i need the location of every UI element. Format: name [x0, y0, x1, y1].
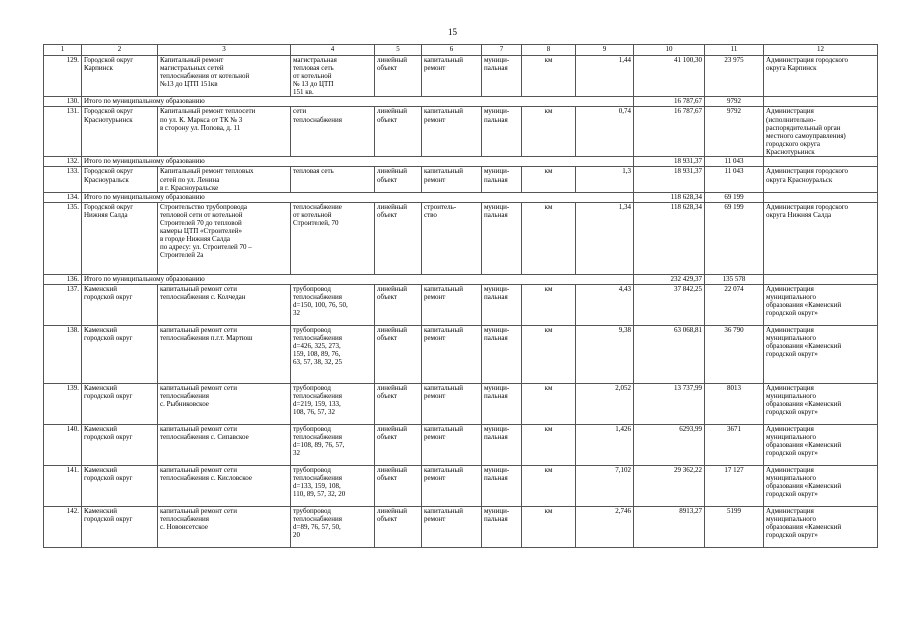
customer-cell: Администрация муниципального образования «Каменский городской округ» [764, 325, 878, 383]
table-row [44, 202, 878, 274]
total-row [44, 192, 878, 202]
column-number: 9 [576, 45, 634, 56]
object-kind-cell: линейный объект [375, 107, 422, 157]
total-cost-share-cell: 135 578 [705, 274, 764, 284]
object-cell: трубопровод теплоснабжения d=89, 76, 57, 50, 20 [291, 506, 375, 547]
customer-cell: Администрация муниципального образования «Каменский городской округ» [764, 424, 878, 465]
column-number: 1 [44, 45, 82, 56]
object-cell: трубопровод теплоснабжения d=108, 89, 76, 57, 32 [291, 424, 375, 465]
activity-cell: капитальный ремонт [422, 107, 482, 157]
table-row [44, 424, 878, 465]
cost-cell: 8913,27 [634, 506, 705, 547]
activity-cell: капитальный ремонт [422, 506, 482, 547]
municipality-cell: Каменский городской округ [82, 325, 158, 383]
work-description-cell: капитальный ремонт сети теплоснабжения с. Рыбниковское [158, 383, 291, 424]
column-number: 7 [482, 45, 522, 56]
cost-cell: 6293,99 [634, 424, 705, 465]
cost-share-cell: 5199 [705, 506, 764, 547]
table-row [44, 325, 878, 383]
table-row [44, 56, 878, 97]
quantity-cell: 4,43 [576, 284, 634, 325]
customer-cell: Администрация (исполнительно- распорядительный орган местного самоуправления) городского округа Краснотурьинск [764, 107, 878, 157]
empty-cell [764, 157, 878, 167]
customer-cell: Администрация городского округа Нижняя Салда [764, 202, 878, 274]
unit-cell: км [522, 424, 576, 465]
unit-cell: км [522, 465, 576, 506]
quantity-cell: 1,34 [576, 202, 634, 274]
unit-cell: км [522, 107, 576, 157]
activity-cell: капитальный ремонт [422, 424, 482, 465]
object-cell: трубопровод теплоснабжения d=150, 100, 76, 50, 32 [291, 284, 375, 325]
total-cost-share-cell: 9792 [705, 97, 764, 107]
customer-cell: Администрация муниципального образования «Каменский городской округ» [764, 506, 878, 547]
object-kind-cell: линейный объект [375, 325, 422, 383]
row-number: 136. [44, 274, 82, 284]
customer-cell: Администрация городского округа Карпинск [764, 56, 878, 97]
activity-cell: капитальный ремонт [422, 465, 482, 506]
cost-share-cell: 69 199 [705, 202, 764, 274]
object-kind-cell: линейный объект [375, 56, 422, 97]
row-number: 129. [44, 56, 82, 97]
activity-cell: капитальный ремонт [422, 325, 482, 383]
municipality-cell: Каменский городской округ [82, 506, 158, 547]
ownership-cell: муници- пальная [482, 424, 522, 465]
object-kind-cell: линейный объект [375, 284, 422, 325]
unit-cell: км [522, 284, 576, 325]
ownership-cell: муници- пальная [482, 202, 522, 274]
cost-share-cell: 8013 [705, 383, 764, 424]
cost-cell: 13 737,99 [634, 383, 705, 424]
row-number: 138. [44, 325, 82, 383]
column-number: 8 [522, 45, 576, 56]
row-number: 141. [44, 465, 82, 506]
quantity-cell: 2,746 [576, 506, 634, 547]
row-number: 134. [44, 192, 82, 202]
projects-table [43, 44, 878, 548]
quantity-cell: 1,3 [576, 167, 634, 192]
object-kind-cell: линейный объект [375, 424, 422, 465]
object-cell: трубопровод теплоснабжения d=219, 159, 133, 108, 76, 57, 32 [291, 383, 375, 424]
cost-cell: 63 068,81 [634, 325, 705, 383]
object-kind-cell: линейный объект [375, 167, 422, 192]
total-row [44, 157, 878, 167]
column-number: 11 [705, 45, 764, 56]
unit-cell: км [522, 167, 576, 192]
ownership-cell: муници- пальная [482, 325, 522, 383]
unit-cell: км [522, 202, 576, 274]
activity-cell: строитель- ство [422, 202, 482, 274]
total-label: Итого по муниципальному образованию [82, 157, 634, 167]
cost-share-cell: 3671 [705, 424, 764, 465]
cost-cell: 37 842,25 [634, 284, 705, 325]
table-row [44, 284, 878, 325]
total-cost-share-cell: 69 199 [705, 192, 764, 202]
ownership-cell: муници- пальная [482, 56, 522, 97]
municipality-cell: Городской округ Краснотурьинск [82, 107, 158, 157]
table-row [44, 167, 878, 192]
ownership-cell: муници- пальная [482, 284, 522, 325]
quantity-cell: 1,44 [576, 56, 634, 97]
total-label: Итого по муниципальному образованию [82, 97, 634, 107]
column-number: 10 [634, 45, 705, 56]
column-number: 2 [82, 45, 158, 56]
total-row [44, 97, 878, 107]
work-description-cell: капитальный ремонт сети теплоснабжения с. Сипавское [158, 424, 291, 465]
column-number-row [44, 45, 878, 56]
total-label: Итого по муниципальному образованию [82, 274, 634, 284]
work-description-cell: Капитальный ремонт магистральных сетей теплоснабжения от котельной №13 до ЦТП 151кв [158, 56, 291, 97]
municipality-cell: Каменский городской округ [82, 424, 158, 465]
customer-cell: Администрация муниципального образования «Каменский городской округ» [764, 383, 878, 424]
row-number: 137. [44, 284, 82, 325]
work-description-cell: Капитальный ремонт тепловых сетей по ул. Ленина в г. Красноуральске [158, 167, 291, 192]
row-number: 142. [44, 506, 82, 547]
total-cost-share-cell: 11 043 [705, 157, 764, 167]
row-number: 140. [44, 424, 82, 465]
empty-cell [764, 274, 878, 284]
cost-cell: 18 931,37 [634, 167, 705, 192]
cost-cell: 16 787,67 [634, 107, 705, 157]
cost-share-cell: 22 074 [705, 284, 764, 325]
total-cost-cell: 18 931,37 [634, 157, 705, 167]
municipality-cell: Городской округ Красноуральск [82, 167, 158, 192]
work-description-cell: капитальный ремонт сети теплоснабжения с. Кисловское [158, 465, 291, 506]
object-cell: теплоснабжение от котельной Строителей, 70 [291, 202, 375, 274]
cost-cell: 118 628,34 [634, 202, 705, 274]
column-number: 5 [375, 45, 422, 56]
column-number: 12 [764, 45, 878, 56]
row-number: 132. [44, 157, 82, 167]
empty-cell [764, 192, 878, 202]
cost-share-cell: 9792 [705, 107, 764, 157]
cost-share-cell: 11 043 [705, 167, 764, 192]
work-description-cell: Строительство трубопровода тепловой сети от котельной Строителей 70 до тепловой камеры ЦТП «Строителей» в городе Нижняя Салда по адресу: ул. Строителей 70 – Строителей 2а [158, 202, 291, 274]
row-number: 131. [44, 107, 82, 157]
row-number: 135. [44, 202, 82, 274]
object-cell: магистральная тепловая сеть от котельной № 13 до ЦТП 151 кв. [291, 56, 375, 97]
municipality-cell: Городской округ Нижняя Салда [82, 202, 158, 274]
unit-cell: км [522, 383, 576, 424]
cost-share-cell: 23 975 [705, 56, 764, 97]
unit-cell: км [522, 56, 576, 97]
quantity-cell: 7,102 [576, 465, 634, 506]
empty-cell [764, 97, 878, 107]
unit-cell: км [522, 506, 576, 547]
work-description-cell: капитальный ремонт сети теплоснабжения п.г.т. Мартюш [158, 325, 291, 383]
object-kind-cell: линейный объект [375, 465, 422, 506]
row-number: 133. [44, 167, 82, 192]
table-row [44, 107, 878, 157]
table-row [44, 506, 878, 547]
object-cell: трубопровод теплоснабжения d=426, 325, 273, 159, 108, 89, 76, 63, 57, 38, 32, 25 [291, 325, 375, 383]
object-cell: трубопровод теплоснабжения d=133, 159, 108, 110, 89, 57, 32, 20 [291, 465, 375, 506]
work-description-cell: Капитальный ремонт теплосети по ул. К. Маркса от ТК № 3 в сторону ул. Попова, д. 11 [158, 107, 291, 157]
total-cost-cell: 118 628,34 [634, 192, 705, 202]
work-description-cell: капитальный ремонт сети теплоснабжения с. Новоисетское [158, 506, 291, 547]
ownership-cell: муници- пальная [482, 383, 522, 424]
quantity-cell: 0,74 [576, 107, 634, 157]
unit-cell: км [522, 325, 576, 383]
ownership-cell: муници- пальная [482, 465, 522, 506]
cost-share-cell: 17 127 [705, 465, 764, 506]
column-number: 3 [158, 45, 291, 56]
activity-cell: капитальный ремонт [422, 56, 482, 97]
customer-cell: Администрация муниципального образования «Каменский городской округ» [764, 284, 878, 325]
customer-cell: Администрация городского округа Красноуральск [764, 167, 878, 192]
row-number: 130. [44, 97, 82, 107]
cost-share-cell: 36 790 [705, 325, 764, 383]
total-label: Итого по муниципальному образованию [82, 192, 634, 202]
object-kind-cell: линейный объект [375, 202, 422, 274]
ownership-cell: муници- пальная [482, 107, 522, 157]
customer-cell: Администрация муниципального образования «Каменский городской округ» [764, 465, 878, 506]
ownership-cell: муници- пальная [482, 506, 522, 547]
quantity-cell: 9,38 [576, 325, 634, 383]
municipality-cell: Каменский городской округ [82, 465, 158, 506]
column-number: 4 [291, 45, 375, 56]
object-cell: тепловая сеть [291, 167, 375, 192]
quantity-cell: 2,052 [576, 383, 634, 424]
column-number: 6 [422, 45, 482, 56]
quantity-cell: 1,426 [576, 424, 634, 465]
activity-cell: капитальный ремонт [422, 383, 482, 424]
object-kind-cell: линейный объект [375, 506, 422, 547]
municipality-cell: Каменский городской округ [82, 284, 158, 325]
activity-cell: капитальный ремонт [422, 167, 482, 192]
table-row [44, 383, 878, 424]
ownership-cell: муници- пальная [482, 167, 522, 192]
municipality-cell: Каменский городской округ [82, 383, 158, 424]
work-description-cell: капитальный ремонт сети теплоснабжения с. Колчедан [158, 284, 291, 325]
object-kind-cell: линейный объект [375, 383, 422, 424]
page-number: 15 [448, 27, 457, 37]
total-cost-cell: 16 787,67 [634, 97, 705, 107]
cost-cell: 41 100,30 [634, 56, 705, 97]
activity-cell: капитальный ремонт [422, 284, 482, 325]
table-row [44, 465, 878, 506]
cost-cell: 29 362,22 [634, 465, 705, 506]
total-row [44, 274, 878, 284]
municipality-cell: Городской округ Карпинск [82, 56, 158, 97]
row-number: 139. [44, 383, 82, 424]
object-cell: сети теплоснабжения [291, 107, 375, 157]
total-cost-cell: 232 429,37 [634, 274, 705, 284]
